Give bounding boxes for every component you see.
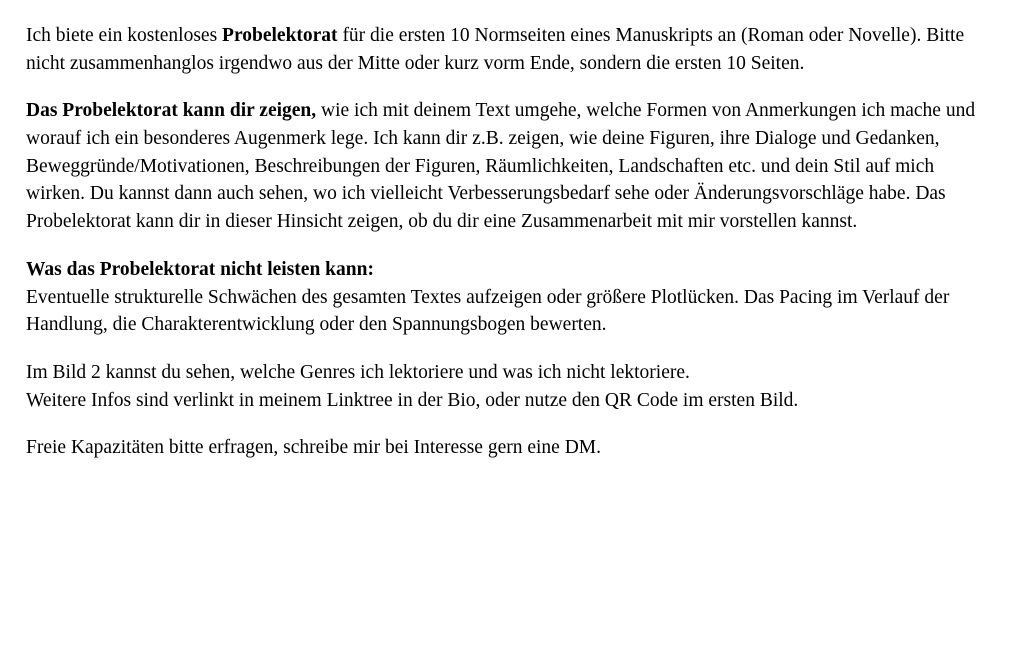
paragraph-intro — [26, 22, 986, 77]
text-run: für die ersten 10 Normseiten eines Manuskripts an (Roman oder Novelle). Bitte nicht zusammenhanglos irgendwo aus der Mitte oder kurz vorm Ende, sondern die ersten 10 Seiten. — [26, 25, 965, 74]
paragraph-bild-hinweis — [26, 359, 986, 414]
paragraph-was-zeigt — [26, 97, 986, 235]
paragraph-container — [26, 22, 986, 462]
text-run: Eventuelle strukturelle Schwächen des gesamten Textes aufzeigen oder größere Plotlücken. Das Pacing im Verlauf der Handlung, die Charakterentwicklung oder den Spannungsbogen bewerten. — [26, 286, 950, 336]
text-run-bold: Probelektorat — [222, 25, 338, 46]
text-run: wie ich mit deinem Text umgehe, welche Formen von Anmerkungen ich mache und worauf ich ein besonderes Augenmerk lege. Ich kann dir z.B. zeigen, wie deine Figuren, ihre Dialoge und Gedanken, Beweggründe/Motivationen, Beschreibungen der Figuren, Räumlichkeiten, Landschaften etc. und dein Stil auf mich wirken. Du kannst dann auch sehen, wo ich vielleicht Verbesserungsbedarf sehe oder Änderungsvorschläge habe. Das Probelektorat kann dir in dieser Hinsicht zeigen, ob du dir eine Zusammenarbeit mit mir vorstellen kannst. — [26, 100, 976, 233]
text-run: Im Bild 2 kannst du sehen, welche Genres ich lektoriere und was ich nicht lektoriere. — [26, 361, 690, 383]
text-run-bold: Was das Probelektorat nicht leisten kann: — [26, 258, 374, 280]
text-run: Weitere Infos sind verlinkt in meinem Linktree in der Bio, oder nutze den QR Code im ersten Bild. — [26, 389, 799, 411]
text-run: Freie Kapazitäten bitte erfragen, schreibe mir bei Interesse gern eine DM. — [26, 437, 601, 459]
paragraph-nicht-leisten — [26, 256, 986, 339]
text-run: Ich biete ein kostenloses — [26, 25, 223, 46]
paragraph-kapazitaeten — [26, 434, 986, 462]
text-run-bold: Das Probelektorat kann dir zeigen, — [26, 100, 317, 122]
